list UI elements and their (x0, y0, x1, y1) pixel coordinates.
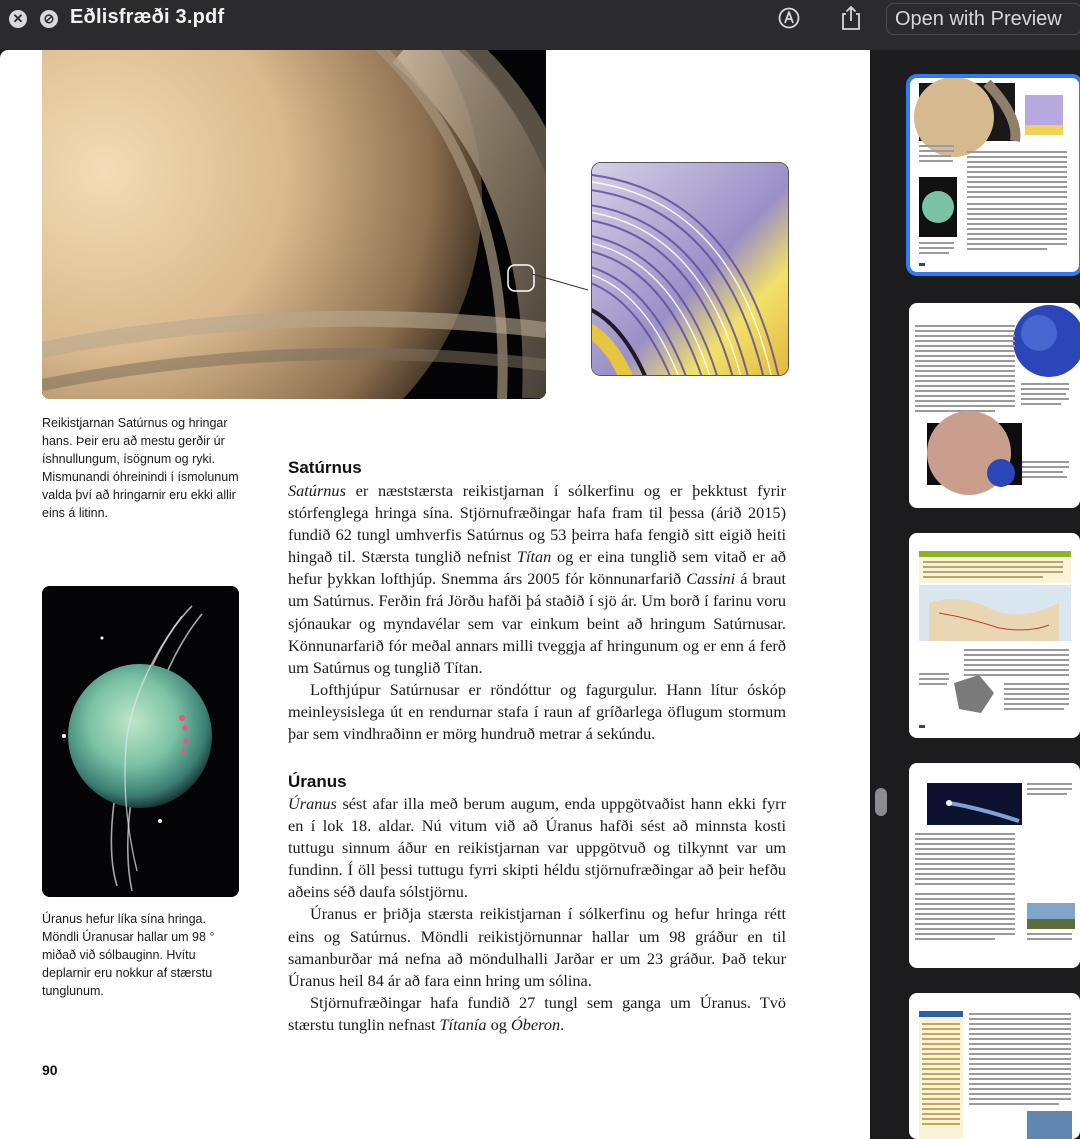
thumbnail-page-93[interactable] (909, 763, 1080, 968)
thumbnail-page-93-preview (909, 763, 1080, 968)
uranus-lead: Úranus (288, 794, 337, 813)
open-with-preview-button[interactable]: Open with Preview (886, 3, 1080, 35)
title-bar (0, 0, 1080, 50)
zoom-connector-line (530, 268, 590, 294)
scrollbar-thumb[interactable] (875, 788, 887, 816)
thumbnail-page-92[interactable] (909, 533, 1080, 738)
thumbnail-page-90[interactable] (909, 77, 1080, 273)
uranus-text-3: Stjörnufræðingar hafa fundið 27 tungl sem ganga um Úranus. Tvö stærstu tunglin nefnast (288, 992, 786, 1034)
uranus-body (288, 793, 786, 1036)
block-icon[interactable]: ⊘ (40, 10, 58, 28)
thumbnail-page-94-preview (909, 993, 1080, 1139)
uranus-photo (42, 586, 239, 897)
uranus-text-1: sést afar illa með berum augum, enda uppgötvaðist hann ekki fyrr en í lok 18. aldar. Nú vitum við að Úranus hafði sést að minnsta kosti tuttugu sinnum áður en reikistjarnan var uppgötvuð og tilkynnt var um fundinn. Í öll þessi tuttugu fyrri skipti héldu stjörnufræðingar að þeir hefðu aðeins séð daufa sólstjörnu. (288, 794, 786, 902)
thumbnail-page-92-preview (909, 533, 1080, 738)
saturn-body (288, 480, 786, 745)
saturn-lead: Satúrnus (288, 481, 346, 500)
close-icon[interactable]: ✕ (9, 10, 27, 28)
uranus-heading: Úranus (288, 772, 347, 791)
page-number: 90 (42, 1062, 58, 1078)
uranus-paragraph-3 (288, 992, 786, 1036)
thumbnail-page-94[interactable] (909, 993, 1080, 1139)
document-title: Eðlisfræði 3.pdf (70, 6, 225, 28)
period-text: . (560, 1014, 565, 1034)
cassini-term: Cassini (686, 569, 736, 589)
titan-term: Títan (516, 547, 552, 567)
uranus-caption: Úranus hefur líka sína hringa. Möndli Úranusar hallar um 98 ° miðað við sólbauginn. Hvítu deplarnir eru nokkur af stærstu tunglunum. (42, 912, 215, 998)
saturn-text-2: og er eina tunglið sem vitað er að hefur þykkan lofthjúp. Snemma árs 2005 fór könnunarfarið (288, 547, 786, 589)
saturn-text-1: er næststærsta reikistjarnan í sólkerfinu og er þekktust fyrir stórfenglega hringa sína. Stjörnufræðingar hafa fram til þessa (árið 2015) fundið 62 tungl umhverfis Satúrnus og 53 þeirra hafa fengið sitt eigið heiti hingað til. Stærsta tunglið nefnist (288, 481, 786, 567)
saturn-photo (42, 50, 546, 399)
uranus-paragraph-2: Úranus er þriðja stærsta reikistjarnan í sólkerfinu og hefur hringa rétt eins og Satúrnus. Möndli reikistjörnunnar hallar um 98 gráður en til samanburðar má nefna að möndulhalli Jarðar er um 23 gráður. Það tekur Úranus heil 84 ár að fara einn hring um sólina. (288, 904, 786, 990)
share-icon[interactable] (839, 4, 863, 37)
rings-closeup-photo (591, 162, 789, 376)
oberon-term: Óberon (510, 1014, 561, 1034)
thumbnail-page-90-preview (909, 77, 1080, 273)
thumbnail-page-91[interactable] (909, 303, 1080, 508)
thumbnail-page-91-preview (909, 303, 1080, 508)
conjunction-text: og (486, 1014, 511, 1034)
saturn-heading: Satúrnus (288, 458, 362, 477)
titania-term: Títanía (439, 1014, 487, 1034)
pdf-page (0, 50, 870, 1139)
saturn-paragraph-2: Lofthjúpur Satúrnusar er röndóttur og fagurgulur. Hann lítur óskóp meinleysislega út en rendurnar stafa í raun af gríðarlega öflugum stormum þar sem vindhraðinn er mörg hundruð metrar á sekúndu. (288, 679, 786, 744)
saturn-caption: Reikistjarnan Satúrnus og hringar hans. Þeir eru að mestu gerðir úr íshnullungum, ísögnum og ryki. Mismunandi óhreinindi í ísmolunum valda því að hringarnir eru ekki allir eins á litinn. (42, 416, 239, 520)
markup-icon[interactable] (777, 6, 801, 35)
saturn-text-3: á braut um Satúrnus. Ferðin frá Jörðu hafði þá staðið í sjö ár. Um borð í farinu voru sjónaukar og myndavélar sem var einkum beint að hringum Satúrnusar. Könnunarfarið fór meðal annars milli tveggja af hringunum og er enn á ferð um Satúrnus og tunglið Títan. (288, 569, 786, 677)
